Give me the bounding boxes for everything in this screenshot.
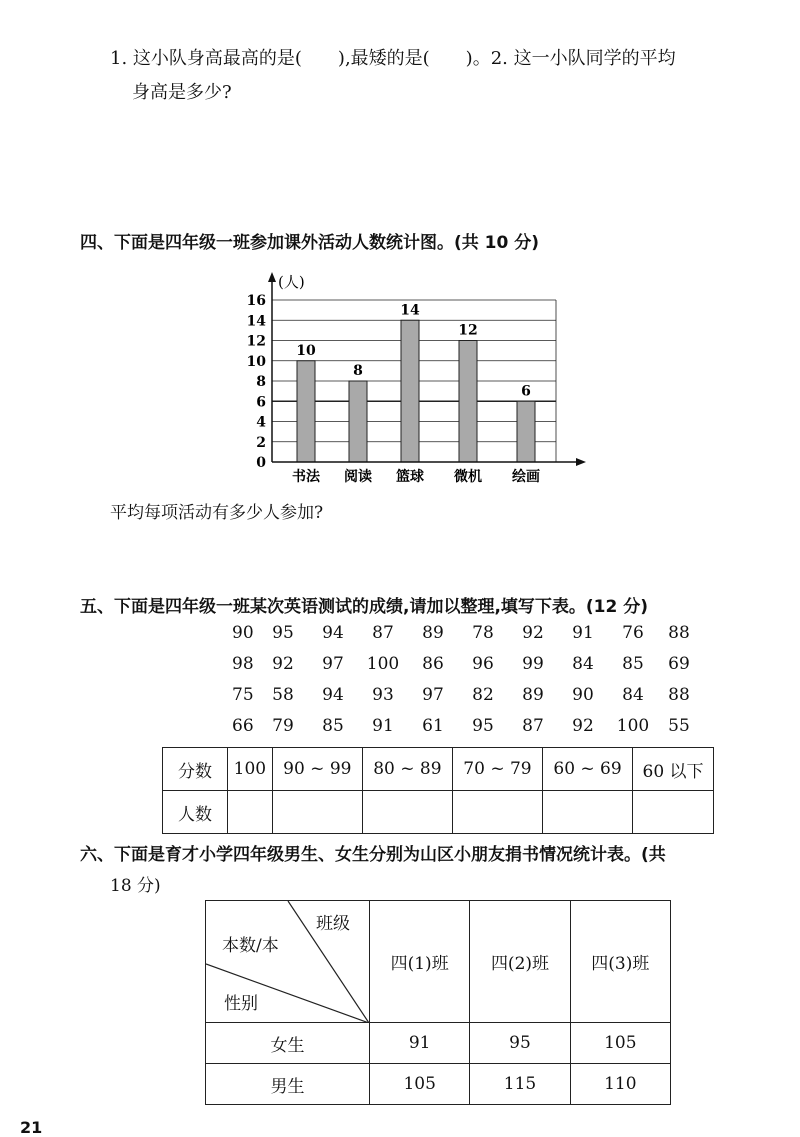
score-value: 79 [272, 716, 294, 736]
table-header-row [206, 901, 671, 1023]
score-value: 87 [372, 623, 394, 643]
y-axis-label: (人) [278, 273, 305, 291]
score-range-cell: 70 ~ 79 [452, 748, 542, 791]
score-value: 86 [422, 654, 444, 674]
row-label-score: 分数 [163, 748, 228, 791]
chart-bars [297, 320, 535, 462]
score-value: 85 [622, 654, 644, 674]
section-4-heading: 四、下面是四年级一班参加课外活动人数统计图。(共 10 分) [80, 233, 540, 253]
score-value: 89 [522, 685, 544, 705]
count-cell[interactable] [362, 791, 452, 834]
x-axis-arrow [576, 458, 586, 466]
score-value: 90 [572, 685, 594, 705]
y-tick-label: 14 [246, 313, 266, 330]
y-tick-label: 6 [256, 394, 266, 411]
score-value: 85 [322, 716, 344, 736]
score-range-row [163, 748, 714, 791]
x-category-label: 书法 [292, 469, 320, 485]
score-value: 75 [232, 685, 254, 705]
score-value: 76 [622, 623, 644, 643]
gender-label-cell: 男生 [206, 1064, 370, 1105]
score-value: 94 [322, 623, 344, 643]
score-value: 55 [668, 716, 690, 736]
score-value: 69 [668, 654, 690, 674]
count-cell[interactable] [452, 791, 542, 834]
class-header-cell: 四(3)班 [570, 901, 670, 1023]
section-6-heading [80, 840, 780, 896]
question-1 [110, 42, 780, 110]
score-row [232, 618, 706, 649]
book-count-cell: 115 [470, 1064, 570, 1105]
section-6-heading-line1: 六、下面是育才小学四年级男生、女生分别为山区小朋友捐书情况统计表。(共 [80, 845, 666, 865]
score-value: 100 [366, 654, 400, 674]
section-5-heading: 五、下面是四年级一班某次英语测试的成绩,请加以整理,填写下表。(12 分) [80, 597, 649, 617]
y-tick-label: 2 [256, 434, 266, 451]
score-value: 84 [572, 654, 594, 674]
x-category-label: 绘画 [512, 469, 540, 485]
score-value: 91 [372, 716, 394, 736]
score-value: 97 [322, 654, 344, 674]
y-tick-label: 12 [246, 333, 266, 350]
score-value: 99 [522, 654, 544, 674]
count-cell[interactable] [633, 791, 714, 834]
bar-2 [401, 320, 419, 462]
count-cell[interactable] [228, 791, 273, 834]
score-value: 97 [422, 685, 444, 705]
score-range-cell: 60 ~ 69 [543, 748, 633, 791]
book-count-cell: 95 [470, 1023, 570, 1064]
class-header-cell: 四(2)班 [470, 901, 570, 1023]
y-tick-label: 8 [256, 374, 266, 390]
x-category-label: 篮球 [396, 469, 424, 485]
y-tick-label: 0 [256, 455, 266, 471]
bar-4 [517, 401, 535, 462]
score-value: 84 [622, 685, 644, 705]
score-value: 92 [522, 623, 544, 643]
book-donation-table [205, 900, 671, 1105]
question-1-line2: 身高是多少? [132, 82, 232, 103]
score-value: 95 [272, 623, 294, 643]
score-value: 92 [572, 716, 594, 736]
diagonal-header-cell [206, 901, 370, 1023]
score-value: 82 [472, 685, 494, 705]
y-tick-label: 10 [246, 353, 266, 370]
chart-y-ticks [247, 293, 267, 471]
activity-bar-chart [248, 270, 588, 488]
book-count-cell: 105 [370, 1064, 470, 1105]
page-number: 21 [20, 1118, 43, 1137]
bar-0 [297, 361, 315, 462]
score-tally-table [162, 747, 714, 834]
data-label: 10 [296, 342, 316, 359]
score-value: 61 [422, 716, 444, 736]
gender-label-cell: 女生 [206, 1023, 370, 1064]
score-range-cell: 90 ~ 99 [272, 748, 362, 791]
x-category-label: 阅读 [344, 469, 372, 485]
score-value: 90 [232, 623, 254, 643]
count-cell[interactable] [272, 791, 362, 834]
score-value: 91 [572, 623, 594, 643]
score-value: 58 [272, 685, 294, 705]
score-value: 88 [668, 623, 690, 643]
data-label: 14 [400, 302, 420, 319]
score-value: 100 [616, 716, 650, 736]
book-count-cell: 91 [370, 1023, 470, 1064]
score-value: 93 [372, 685, 394, 705]
score-range-cell: 60 以下 [633, 748, 714, 791]
book-count-cell: 110 [570, 1064, 670, 1105]
table-row [206, 1023, 671, 1064]
data-label: 12 [458, 322, 478, 339]
corner-label-books: 本数/本 [222, 936, 279, 956]
corner-label-gender: 性别 [224, 994, 258, 1014]
score-value: 98 [232, 654, 254, 674]
question-1-line1: 1. 这小队身高最高的是( ),最矮的是( )。2. 这一小队同学的平均 [110, 48, 676, 69]
row-label-count: 人数 [163, 791, 228, 834]
score-row [232, 649, 706, 680]
bar-1 [349, 381, 367, 462]
class-header-cell: 四(1)班 [370, 901, 470, 1023]
score-value: 66 [232, 716, 254, 736]
score-row [232, 711, 706, 742]
y-axis-arrow [268, 272, 276, 282]
score-row [232, 680, 706, 711]
corner-label-class: 班级 [316, 914, 350, 934]
count-row [163, 791, 714, 834]
score-value: 78 [472, 623, 494, 643]
y-tick-label: 16 [246, 293, 266, 309]
section-4-question: 平均每项活动有多少人参加? [110, 503, 324, 523]
score-value: 95 [472, 716, 494, 736]
data-label: 6 [521, 383, 531, 400]
table-row [206, 1064, 671, 1105]
score-value: 96 [472, 654, 494, 674]
score-list [232, 618, 706, 742]
score-range-cell: 100 [228, 748, 273, 791]
score-value: 92 [272, 654, 294, 674]
data-label: 8 [353, 363, 363, 379]
bar-3 [459, 341, 477, 463]
score-value: 87 [522, 716, 544, 736]
score-value: 94 [322, 685, 344, 705]
section-6-heading-line2: 18 分) [110, 876, 161, 896]
score-value: 89 [422, 623, 444, 643]
count-cell[interactable] [543, 791, 633, 834]
y-tick-label: 4 [256, 414, 266, 431]
score-range-cell: 80 ~ 89 [362, 748, 452, 791]
book-count-cell: 105 [570, 1023, 670, 1064]
x-category-label: 微机 [454, 469, 482, 485]
chart-x-categories [292, 468, 540, 485]
score-value: 88 [668, 685, 690, 705]
